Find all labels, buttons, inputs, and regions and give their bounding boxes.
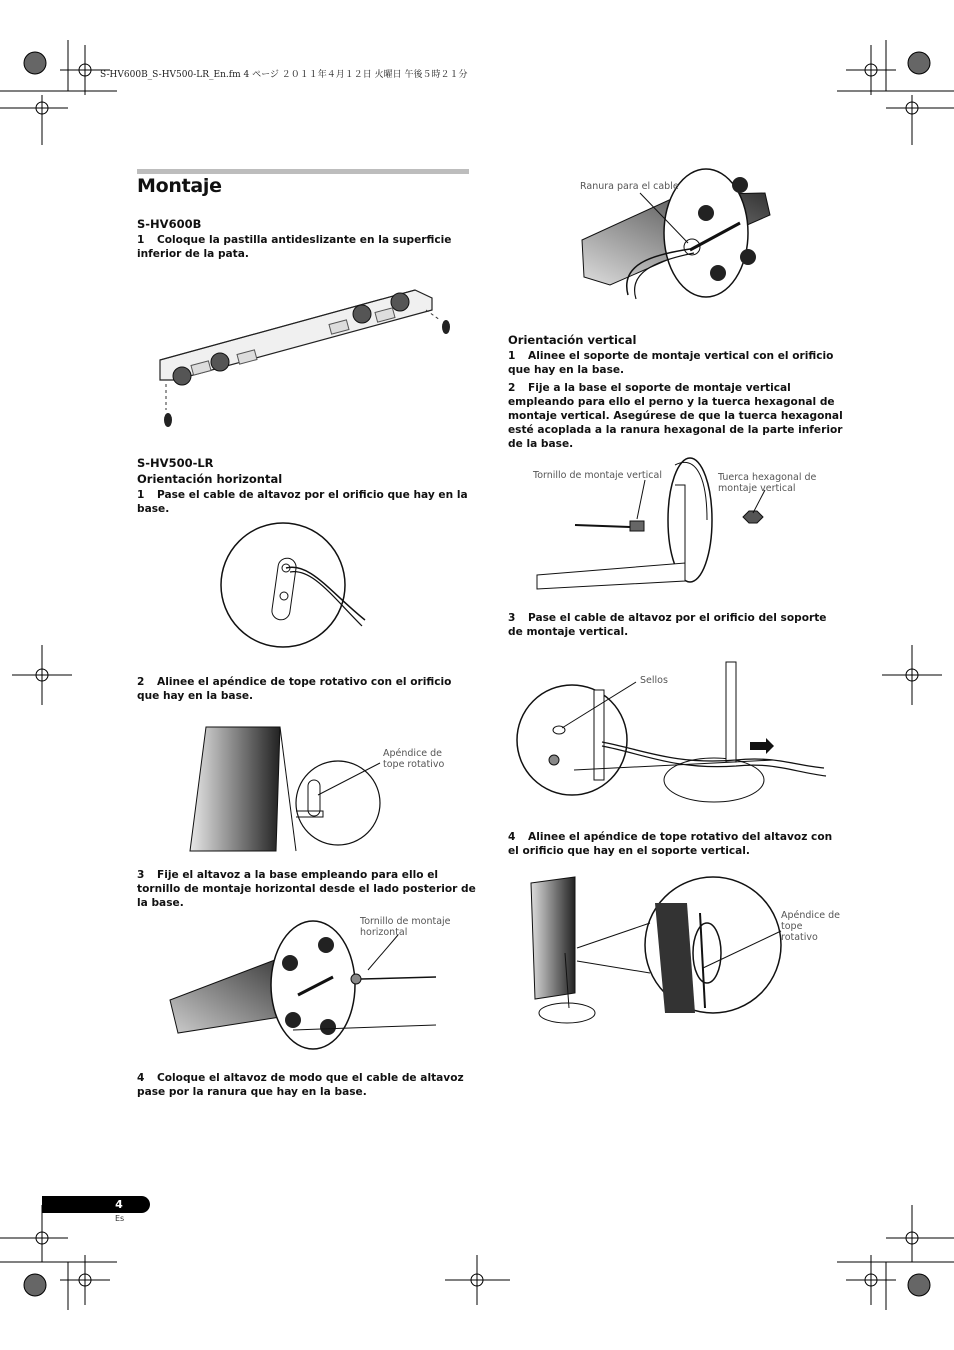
step-text: Fije a la base el soporte de montaje vertical empleando para ello el perno y la tuerca hexagonal de montaje vertical. Asegúrese de que la tuerca hexagonal esté acoplada a la ranura hexagonal de la parte inferior de la base. — [508, 382, 843, 450]
step-number: 4 — [508, 831, 516, 843]
rotation-stop-label: Apéndice de tope rotativo — [383, 748, 445, 770]
step-number: 1 — [137, 234, 145, 246]
step-number: 2 — [508, 382, 516, 394]
vertical-screw-label: Tornillo de montaje vertical — [533, 470, 662, 481]
vertical-cable-illustration — [514, 660, 834, 815]
step-text: Alinee el apéndice de tope rotativo con el orificio que hay en la base. — [137, 676, 452, 702]
step-text: Alinee el apéndice de tope rotativo del altavoz con el orificio que hay en el soporte vertical. — [508, 831, 833, 857]
step-number: 1 — [137, 489, 145, 501]
vertical-step-4 — [508, 830, 843, 858]
step-number: 3 — [137, 869, 145, 881]
s-hv600b-step-1 — [137, 233, 472, 261]
title-bar — [137, 169, 469, 174]
section-title: Montaje — [137, 175, 222, 197]
horizontal-step-1 — [137, 488, 477, 516]
vertical-nut-label: Tuerca hexagonal de montaje vertical — [718, 472, 817, 494]
model-heading-s-hv500-lr: S-HV500-LR — [137, 456, 214, 470]
horizontal-screw-label: Tornillo de montaje horizontal — [360, 916, 451, 938]
vertical-step-1 — [508, 349, 843, 377]
step-number: 2 — [137, 676, 145, 688]
vertical-step-3 — [508, 611, 843, 639]
step-text: Coloque el altavoz de modo que el cable de altavoz pase por la ranura que hay en la base. — [137, 1072, 464, 1098]
step-text: Alinee el soporte de montaje vertical con el orificio que hay en la base. — [508, 350, 834, 376]
horizontal-step-3 — [137, 868, 477, 910]
page-number-badge — [42, 1196, 150, 1213]
cable-slot-label: Ranura para el cable — [580, 181, 679, 192]
vertical-step-2 — [508, 381, 843, 451]
step-number: 1 — [508, 350, 516, 362]
step-text: Pase el cable de altavoz por el orificio que hay en la base. — [137, 489, 468, 515]
base-cable-illustration — [220, 522, 370, 657]
step-text: Fije el altavoz a la base empleando para ello el tornillo de montaje horizontal desde el lado posterior de la base. — [137, 869, 476, 909]
rotation-stop-illustration — [188, 725, 378, 853]
page-number: 4 — [115, 1198, 123, 1211]
vertical-rotation-stop-label: Apéndice de tope rotativo — [781, 910, 841, 943]
horizontal-step-4 — [137, 1071, 477, 1099]
model-heading-s-hv600b: S-HV600B — [137, 217, 202, 231]
step-text: Pase el cable de altavoz por el orificio del soporte de montaje vertical. — [508, 612, 827, 638]
horizontal-step-2 — [137, 675, 472, 703]
seals-label: Sellos — [640, 675, 668, 686]
step-text: Coloque la pastilla antideslizante en la superficie inferior de la pata. — [137, 234, 452, 260]
page-language: Es — [115, 1214, 125, 1223]
vertical-rotation-stop-illustration — [525, 873, 785, 1028]
step-number: 4 — [137, 1072, 145, 1084]
step-number: 3 — [508, 612, 516, 624]
file-header-line: S-HV600B_S-HV500-LR_En.fm 4 ページ ２０１１年４月１２日 火曜日 午後５時２１分 — [100, 70, 468, 80]
vertical-heading: Orientación vertical — [508, 333, 637, 347]
horizontal-heading: Orientación horizontal — [137, 472, 283, 486]
soundbar-illustration — [150, 280, 460, 430]
